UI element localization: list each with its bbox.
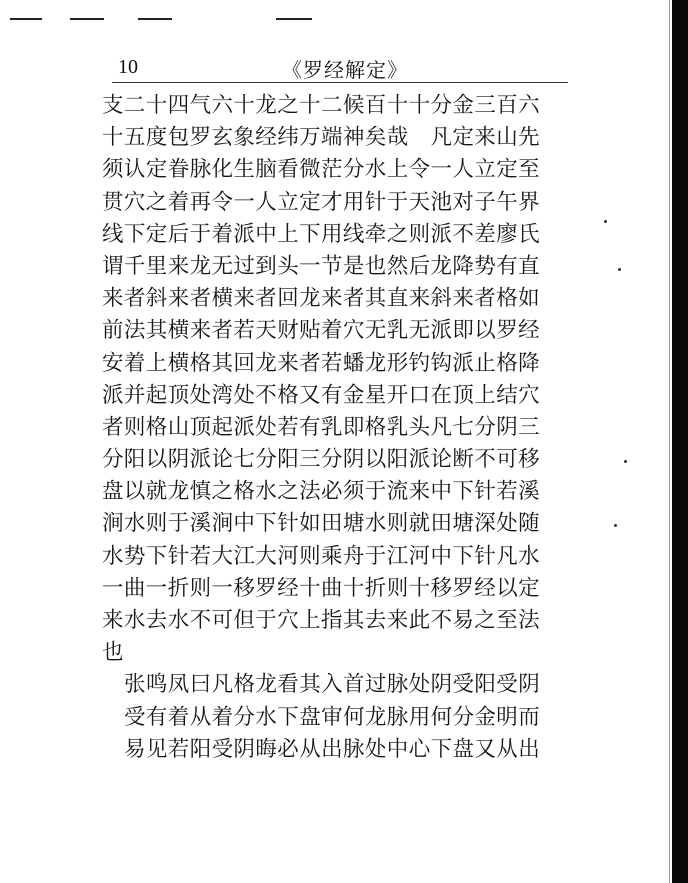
text-line: 也	[102, 640, 124, 666]
text-line: 贯穴之着再令一人立定才用针于天池对子午界	[102, 189, 541, 215]
page-header	[112, 52, 570, 82]
scan-speck	[604, 220, 607, 223]
scan-speck	[614, 524, 617, 527]
text-line: 须认定眷脉化生脑看微茫分水上令一人立定至	[102, 157, 541, 183]
text-line: 者则格山顶起派处若有乳即格乳头凡七分阴三	[102, 414, 541, 440]
scan-speck	[624, 460, 627, 463]
text-line: 支二十四气六十龙之十二候百十十分金三百六	[102, 93, 541, 118]
text-line: 盘以就龙慎之格水之法必须于流来中下针若溪	[102, 479, 541, 505]
commentary-line: 张鸣凤曰凡格龙看其入首过脉处阴受阳受阴	[124, 672, 541, 698]
text-line: 派并起顶处湾处不格又有金星开口在顶上结穴	[102, 382, 541, 408]
text-line: 来者斜来者横来者回龙来者其直来斜来者格如	[102, 286, 541, 312]
edge-dash	[276, 18, 312, 20]
edge-dash	[70, 18, 104, 20]
page-edge-shadow	[669, 0, 670, 883]
text-line: 涧水则于溪涧中下针如田塘水则就田塘深处随	[102, 511, 541, 537]
text-line: 十五度包罗玄象经纬万端神矣哉 凡定来山先	[102, 125, 541, 151]
text-line: 水势下针若大江大河则乘舟于江河中下针凡水	[102, 543, 541, 569]
main-text-block	[102, 90, 572, 766]
scan-border	[672, 0, 688, 883]
commentary-line: 受有着从着分水下盘审何龙脉用何分金明而	[124, 704, 541, 730]
text-line: 线下定后于着派中上下用线牵之则派不差廖氏	[102, 221, 541, 247]
text-line: 分阳以阴派论七分阳三分阴以阳派论断不可移	[102, 447, 541, 473]
text-line: 安着上横格其回龙来者若蟠龙形钓钩派止格降	[102, 350, 541, 376]
commentary-line: 易见若阳受阴晦必从出脉处中心下盘又从出	[124, 736, 541, 762]
text-line: 谓千里来龙无过到头一节是也然后龙降势有直	[102, 253, 541, 279]
text-line: 一曲一折则一移罗经十曲十折则十移罗经以定	[102, 575, 541, 601]
scan-speck	[618, 268, 621, 271]
edge-dash	[10, 18, 42, 20]
edge-dash	[138, 18, 172, 20]
header-rule	[112, 82, 568, 83]
running-title: 《罗经解定》	[282, 58, 408, 82]
text-line: 来水去水不可但于穴上指其去来此不易之至法	[102, 608, 541, 633]
page-number: 10	[118, 56, 138, 78]
text-line: 前法其横来者若天财贴着穴无乳无派即以罗经	[102, 318, 541, 344]
top-edge-rule-marks	[0, 14, 688, 20]
